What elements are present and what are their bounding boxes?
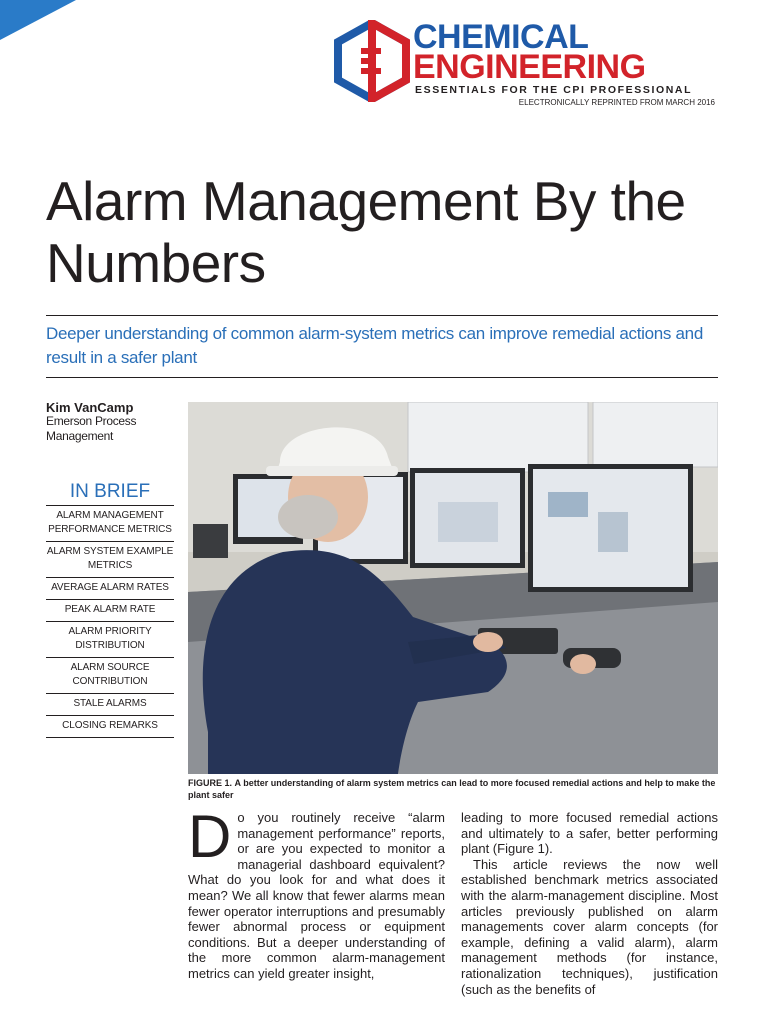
in-brief-item[interactable]: CLOSING REMARKS [46,716,174,738]
drop-cap: D [188,803,232,870]
in-brief-title: IN BRIEF [69,481,151,502]
in-brief-item[interactable]: ALARM SOURCE CONTRIBUTION [46,658,174,694]
control-room-illustration [188,402,718,774]
corner-accent [0,0,76,40]
chemical-engineering-logo-icon [333,20,411,102]
figure-caption-text: A better understanding of alarm system metrics can lead to more focused remedial actions and help to make the plant safer [188,778,716,800]
figure-1-photo [188,402,718,774]
body-paragraph [188,803,445,982]
figure-label: FIGURE 1. [188,778,233,788]
body-column-1 [188,803,445,982]
body-column-2 [461,810,718,997]
divider-top [46,315,718,316]
divider-bottom [46,377,718,378]
in-brief-item[interactable]: ALARM SYSTEM EXAMPLE METRICS [46,542,174,578]
article-deck: Deeper understanding of common alarm-system metrics can improve remedial actions and result in a safer plant [46,324,703,367]
in-brief-list [46,505,174,738]
article-title: Alarm Management By the Numbers [46,170,686,294]
in-brief-item[interactable]: ALARM PRIORITY DISTRIBUTION [46,622,174,658]
masthead-chemical: CHEMICAL [413,18,589,56]
figure-caption [188,778,718,801]
in-brief-item[interactable]: PEAK ALARM RATE [46,600,174,622]
in-brief-item[interactable]: STALE ALARMS [46,694,174,716]
in-brief-item[interactable]: ALARM MANAGEMENT PERFORMANCE METRICS [46,506,174,542]
body-paragraph: leading to more focused remedial actions and ultimately to a safer, better performing plant (Figure 1). [461,810,718,857]
body-paragraph: This article reviews the now well established benchmark metrics associated with the alarm-management discipline. Most articles previously published on alarm managements cover alarm concepts (for example, defining a valid alarm), alarm management methods (for instance, rationalization techniques), justification (such as the benefits of [461,856,718,997]
body-paragraph-text: o you routinely receive “alarm management performance” reports, or are you expected to monitor a managerial dashboard equivalent? What do you look for and what does it mean? We all know that fewer alarms mean fewer operator interruptions and presumably fewer abnormal process or equipment conditions. But a deeper understanding of the more common alarm-management metrics can yield greater insight, [188,810,445,981]
in-brief-item[interactable]: AVERAGE ALARM RATES [46,578,174,600]
author-name: Kim VanCamp [46,400,134,415]
masthead-tagline: ESSENTIALS FOR THE CPI PROFESSIONAL [415,84,693,96]
masthead-engineering: ENGINEERING [413,48,646,86]
author-affiliation: Emerson Process Management [46,414,137,443]
reprint-notice: ELECTRONICALLY REPRINTED FROM MARCH 2016 [518,98,715,107]
masthead [333,18,733,114]
